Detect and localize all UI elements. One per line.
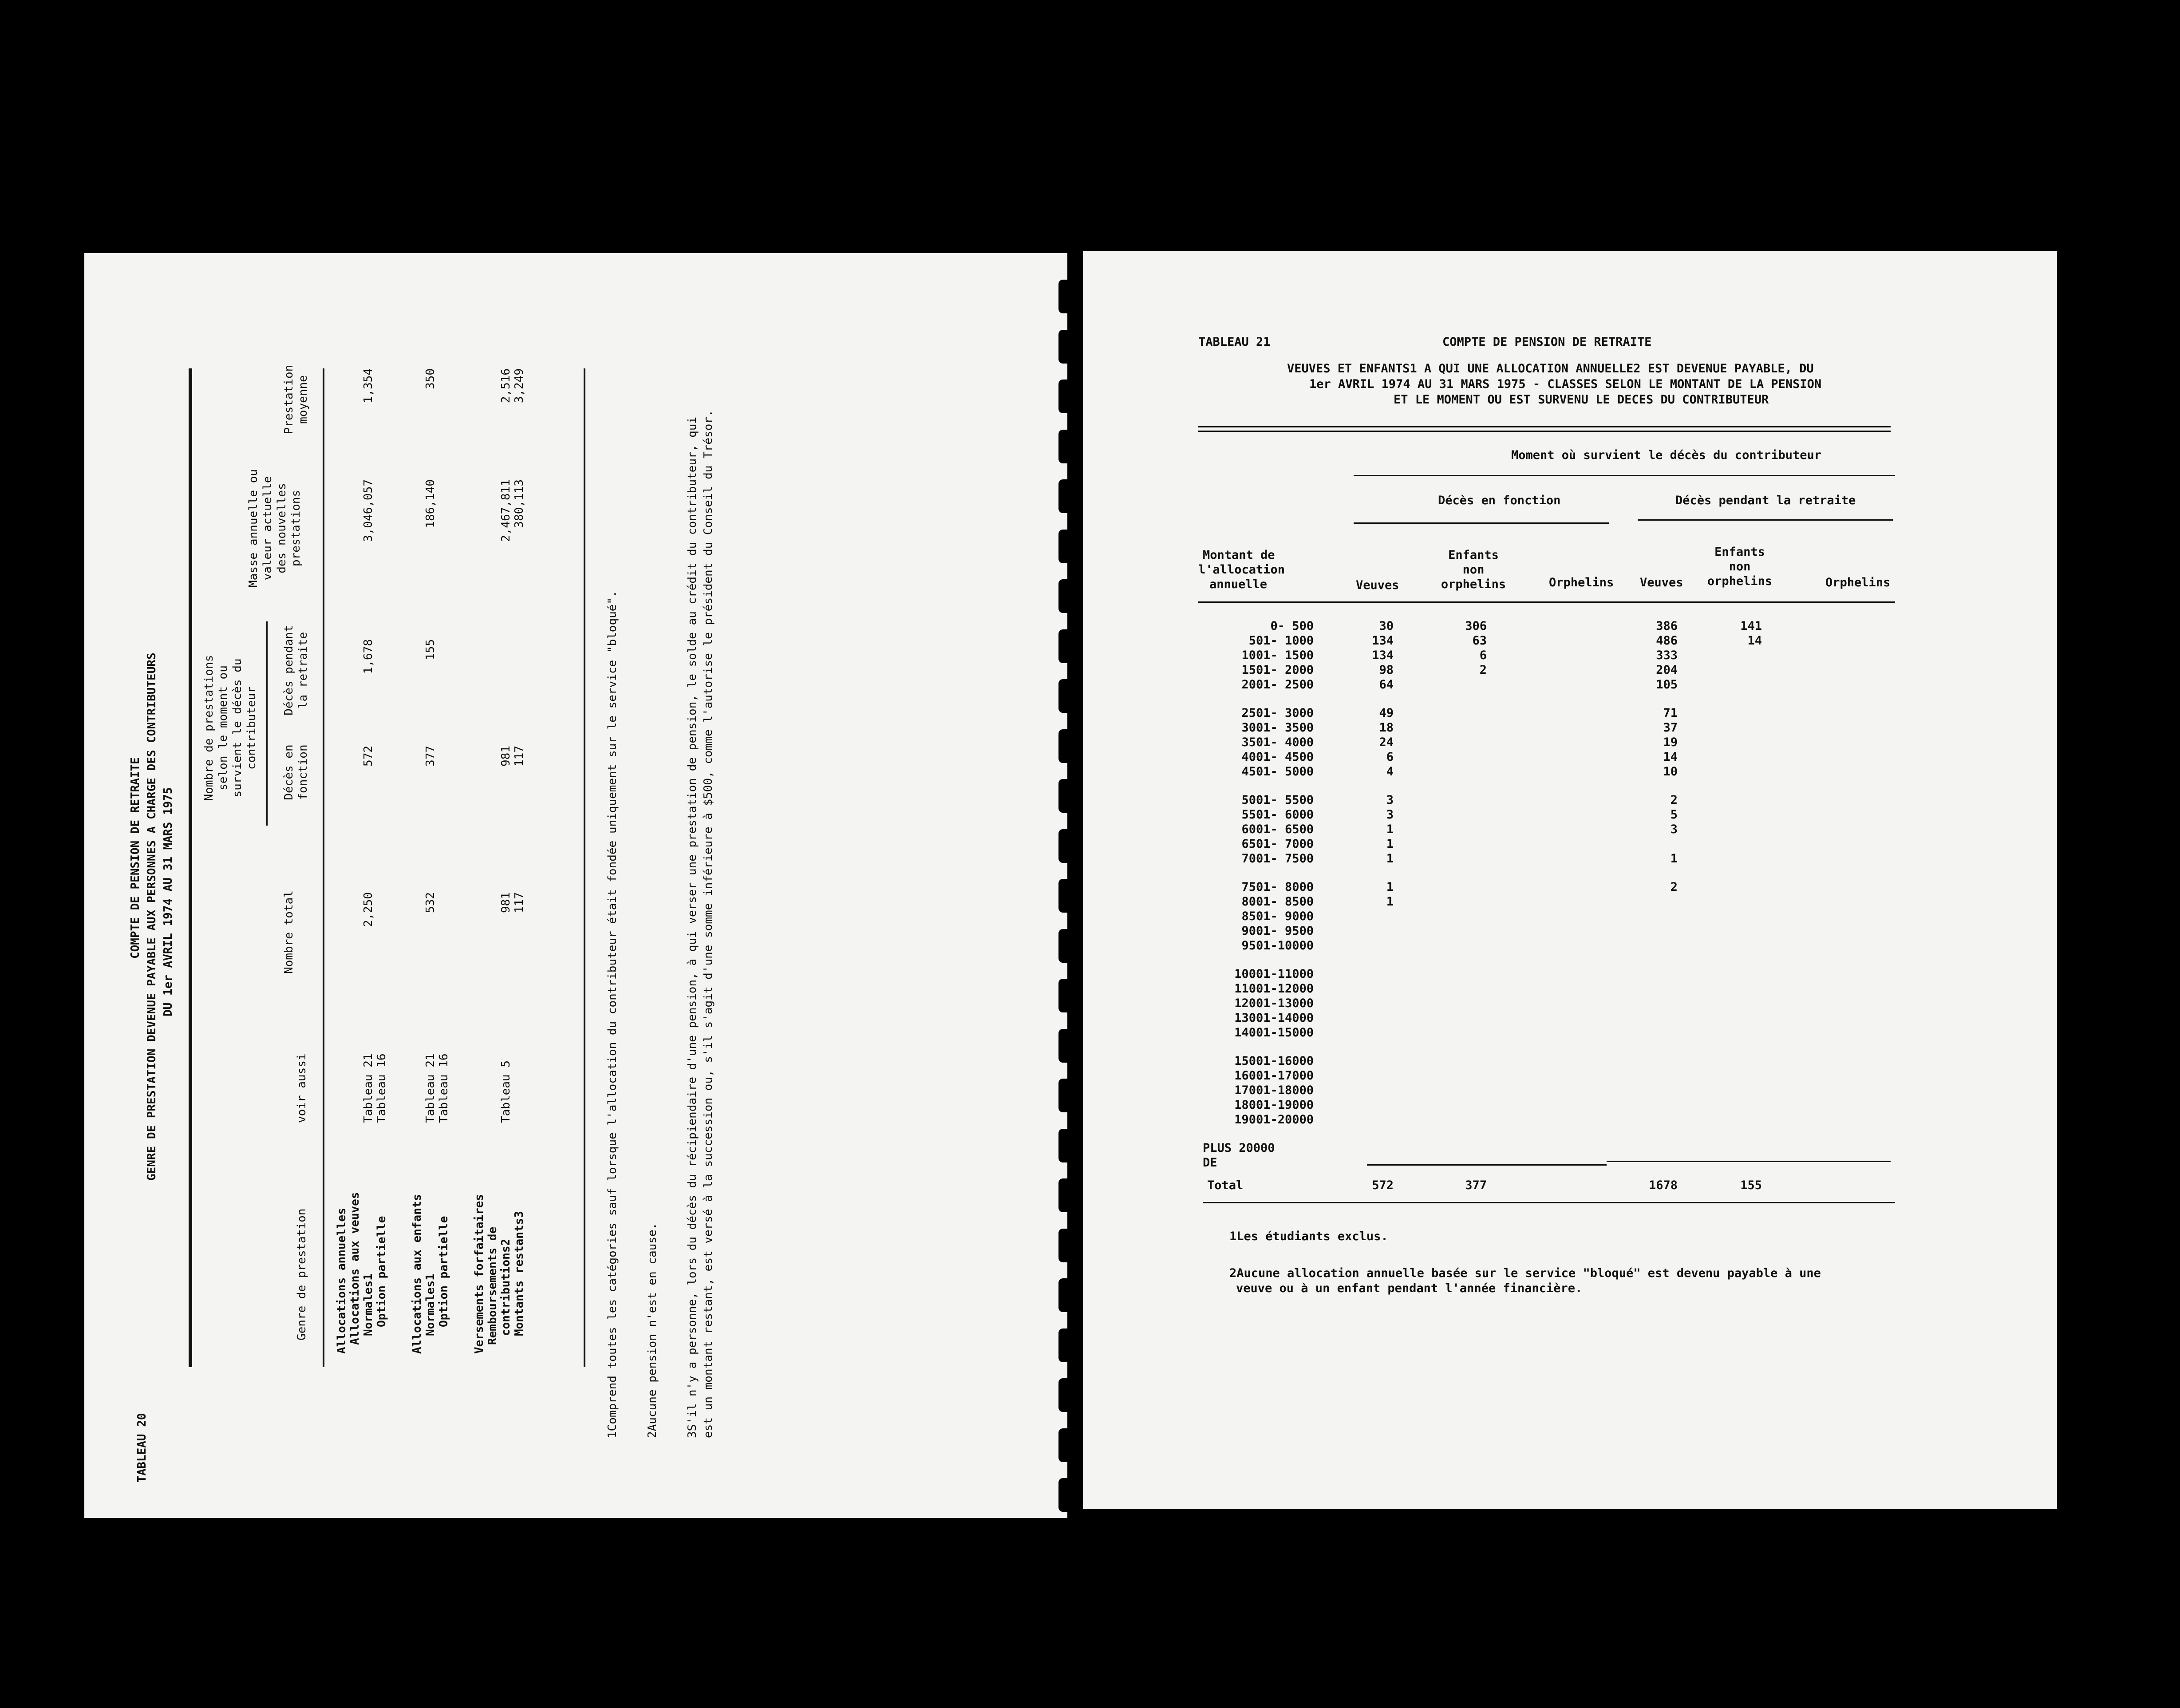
cell-montant: 15001-16000 [1234, 1054, 1314, 1068]
cell-veuves-fonction: 30 [1379, 619, 1394, 633]
cell-veuves-fonction: 3 [1386, 793, 1394, 807]
cell-montant: 17001-18000 [1234, 1083, 1314, 1097]
moment-rule [1354, 475, 1895, 476]
binding-hole [1058, 629, 1076, 663]
cell-veuves-fonction: 6 [1386, 750, 1394, 764]
cell-voir: Tableau 21 [362, 1053, 375, 1123]
cell-montant: 1501- 2000 [1241, 663, 1314, 677]
col-enfants-fonction-2: non [1462, 563, 1485, 577]
top-rule [189, 368, 192, 1367]
row-label: Allocations annuelles [335, 1208, 348, 1354]
cell-montant: 1001- 1500 [1241, 648, 1314, 662]
binding-hole [1058, 679, 1076, 713]
cell-montant: 16001-17000 [1234, 1069, 1314, 1083]
cell-veuves-retraite: 386 [1656, 619, 1678, 633]
cell-enfants-retraite: 14 [1747, 634, 1762, 648]
cell-veuves-retraite: 71 [1663, 706, 1678, 720]
cell-moyenne: 1,354 [362, 368, 375, 403]
binding-hole [1058, 1229, 1076, 1262]
cell-veuves-fonction: 49 [1379, 706, 1394, 720]
cell-montant: 5501- 6000 [1241, 808, 1314, 822]
col-enfants-fonction-3: orphelins [1441, 577, 1506, 591]
group-rule [266, 621, 268, 826]
binding-hole [1058, 729, 1076, 763]
cell-veuves-fonction: 98 [1379, 663, 1394, 677]
cell-montant: 18001-19000 [1234, 1098, 1314, 1112]
binding-hole [1058, 1428, 1076, 1462]
footnote-3b: est un montant restant, est versé à la succession ou, s'il s'agit d'une somme inférieure à $500, comme l'autorise le président du Conseil du Trésor. [702, 410, 715, 1438]
tableau-21-subtitle-2: 1er AVRIL 1974 AU 31 MARS 1975 - CLASSES SELON LE MONTANT DE LA PENSION [1309, 377, 1822, 391]
cell-montant: 3501- 4000 [1241, 735, 1314, 749]
cell-montant: 2501- 3000 [1241, 706, 1314, 720]
cell-veuves-retraite: 204 [1656, 663, 1678, 677]
cell-veuves-retraite: 333 [1656, 648, 1678, 662]
header-voir: voir aussi [295, 1053, 308, 1123]
top-rule-2 [1198, 431, 1891, 432]
binding-hole [1058, 1378, 1076, 1412]
cell-montant: 7001- 7500 [1241, 852, 1314, 866]
row-label: Option partielle [375, 1216, 388, 1327]
tableau-21-title: COMPTE DE PENSION DE RETRAITE [1442, 335, 1652, 349]
cell-veuves-fonction: 3 [1386, 808, 1394, 822]
tableau-20-title: COMPTE DE PENSION DE RETRAITE [129, 757, 142, 959]
cell-veuves-retraite: 14 [1663, 750, 1678, 764]
header-nombre-group: Nombre de prestations selon le moment ou survient le décès du contributeur [202, 655, 258, 801]
cell-montant: 0- 500 [1270, 619, 1314, 633]
row-label: Normales1 [362, 1273, 375, 1336]
col-orphelins-fonction: Orphelins [1549, 576, 1614, 589]
binding-hole [1058, 1029, 1076, 1063]
cell-voir: Tableau 5 [499, 1060, 513, 1123]
cell-veuves-fonction: 1 [1386, 837, 1394, 851]
cell-fonction: 377 [424, 746, 437, 767]
total-enfants-retraite: 155 [1740, 1178, 1762, 1192]
cell-montant: 501- 1000 [1248, 634, 1314, 648]
right-page [1083, 251, 2057, 1509]
binding-hole [1058, 779, 1076, 813]
cell-masse: 380,113 [513, 479, 526, 528]
cell-montant: DE [1203, 1156, 1217, 1170]
cell-veuves-fonction: 1 [1386, 852, 1394, 866]
cell-montant: 13001-14000 [1234, 1011, 1314, 1025]
cell-voir: Tableau 21 [424, 1053, 437, 1123]
cell-total: 117 [513, 892, 526, 913]
cell-montant: 6001- 6500 [1241, 822, 1314, 836]
cell-veuves-retraite: 1 [1670, 852, 1678, 866]
col-enfants-retraite-3: orphelins [1707, 574, 1773, 588]
binding-hole [1058, 430, 1076, 463]
header-moyenne: Prestation moyenne [282, 364, 310, 435]
cell-veuves-fonction: 24 [1379, 735, 1394, 749]
montant-header-2: l'allocation [1198, 563, 1285, 577]
bottom-rule [1203, 1202, 1895, 1203]
binding-hole [1058, 1328, 1076, 1362]
cell-veuves-retraite: 37 [1663, 721, 1678, 735]
cell-montant: 9501-10000 [1241, 939, 1314, 953]
cell-veuves-fonction: 4 [1386, 765, 1394, 779]
cell-montant: 12001-13000 [1234, 996, 1314, 1010]
cell-fonction: 981 [499, 746, 513, 767]
cell-veuves-fonction: 64 [1379, 678, 1394, 692]
binding-hole [1058, 1478, 1076, 1512]
cell-montant: 4001- 4500 [1241, 750, 1314, 764]
cell-montant: 3001- 3500 [1241, 721, 1314, 735]
binding-hole [1058, 879, 1076, 913]
deces-fonction-header: Décès en fonction [1438, 494, 1561, 507]
top-rule-1 [1198, 426, 1891, 427]
montant-header-1: Montant de [1203, 548, 1275, 562]
header-deces-retraite: Décès pendant la retraite [282, 625, 310, 716]
cell-masse: 186,140 [424, 479, 437, 528]
cell-veuves-fonction: 1 [1386, 822, 1394, 836]
total-veuves-retraite: 1678 [1648, 1178, 1678, 1192]
row-label: Montants restants3 [513, 1211, 526, 1336]
cell-enfants-fonction: 63 [1472, 634, 1487, 648]
binding-hole [1058, 579, 1076, 613]
cell-fonction: 572 [362, 746, 375, 767]
col-enfants-retraite-2: non [1729, 560, 1751, 573]
header-deces-fonction: Décès en fonction [282, 744, 310, 800]
cell-veuves-fonction: 134 [1372, 634, 1394, 648]
cell-veuves-retraite: 2 [1670, 793, 1678, 807]
deces-retraite-header: Décès pendant la retraite [1675, 494, 1856, 507]
tableau-21-subtitle-3: ET LE MOMENT OU EST SURVENU LE DECES DU CONTRIBUTEUR [1394, 393, 1769, 407]
cell-total: 981 [499, 892, 513, 913]
cell-montant: 7501- 8000 [1241, 880, 1314, 894]
cell-montant: 8501- 9000 [1241, 909, 1314, 923]
row-label: Option partielle [437, 1216, 450, 1327]
cell-enfants-fonction: 306 [1465, 619, 1487, 633]
cell-enfants-fonction: 2 [1479, 663, 1487, 677]
binding-hole [1058, 829, 1076, 863]
cell-veuves-retraite: 10 [1663, 765, 1678, 779]
binding-hole [1058, 1278, 1076, 1312]
cell-montant: 10001-11000 [1234, 967, 1314, 981]
binding-hole [1058, 929, 1076, 963]
row-label: Allocations aux veuves [348, 1192, 362, 1345]
cell-veuves-fonction: 18 [1379, 721, 1394, 735]
binding-hole [1058, 1079, 1076, 1112]
header-rule [1198, 601, 1895, 603]
cell-montant: 6501- 7000 [1241, 837, 1314, 851]
cell-masse: 2,467,811 [499, 479, 513, 542]
cell-enfants-retraite: 141 [1740, 619, 1762, 633]
total-veuves-fonction: 572 [1372, 1178, 1394, 1192]
cell-total: 532 [424, 892, 437, 913]
total-montant: Total [1207, 1178, 1244, 1192]
binding-hole [1058, 1178, 1076, 1212]
total-enfants-fonction: 377 [1465, 1178, 1487, 1192]
binding-hole [1058, 479, 1076, 513]
footnote-3a: 3S'il n'y a personne, lors du décès du récipiendaire d'une pension, à qui verser une prestation de pension, le solde au crédit du contributeur, qui [686, 416, 699, 1438]
cell-veuves-retraite: 19 [1663, 735, 1678, 749]
cell-montant: PLUS 20000 [1203, 1141, 1275, 1155]
tableau-21-label: TABLEAU 21 [1198, 335, 1271, 349]
cell-montant: 5001- 5500 [1241, 793, 1314, 807]
header-genre: Genre de prestation [295, 1208, 308, 1340]
row-label: Normales1 [424, 1273, 437, 1336]
col-enfants-fonction-1: Enfants [1448, 548, 1499, 562]
binding-hole [1058, 979, 1076, 1012]
cell-montant: 4501- 5000 [1241, 765, 1314, 779]
cell-moyenne: 3,249 [513, 368, 526, 403]
montant-header-3: annuelle [1209, 577, 1268, 591]
binding-hole [1058, 530, 1076, 563]
total-rule-fonction [1367, 1164, 1607, 1166]
cell-montant: 9001- 9500 [1241, 924, 1314, 938]
header-nombre-total: Nombre total [282, 890, 296, 974]
col-enfants-retraite-1: Enfants [1714, 545, 1765, 559]
binding-hole [1058, 330, 1076, 364]
cell-enfants-fonction: 6 [1479, 648, 1487, 662]
tableau-20-label: TABLEAU 20 [135, 1413, 149, 1483]
binding-hole [1058, 280, 1076, 313]
col-veuves-fonction: Veuves [1356, 578, 1399, 592]
cell-veuves-fonction: 1 [1386, 880, 1394, 894]
footnote-1: 1Comprend toutes les catégories sauf lorsque l'allocation du contributeur était fondée uniquement sur le service "bloqué". [606, 590, 619, 1438]
total-rule-retraite [1607, 1161, 1891, 1162]
tableau-20-subtitle: GENRE DE PRESTATION DEVENUE PAYABLE AUX PERSONNES A CHARGE DES CONTRIBUTEURS [145, 652, 158, 1181]
cell-voir: Tableau 16 [437, 1053, 450, 1123]
bottom-rule [584, 368, 585, 1367]
footnote-1: 1Les étudiants exclus. [1229, 1230, 1388, 1243]
row-label: Allocations aux enfants [411, 1194, 424, 1354]
footnote-2b: veuve ou à un enfant pendant l'année financière. [1236, 1281, 1583, 1295]
binding-hole [1058, 1129, 1076, 1162]
retraite-rule [1638, 519, 1893, 521]
cell-retraite: 1,678 [362, 639, 375, 674]
cell-voir: Tableau 16 [375, 1053, 388, 1123]
cell-veuves-retraite: 5 [1670, 808, 1678, 822]
left-page [84, 253, 1067, 1518]
cell-moyenne: 350 [424, 368, 437, 389]
tableau-20 [118, 302, 939, 1500]
footnote-2: 2Aucune pension n'est en cause. [646, 1222, 659, 1438]
cell-masse: 3,046,057 [362, 479, 375, 542]
cell-total: 2,250 [362, 892, 375, 927]
cell-montant: 19001-20000 [1234, 1113, 1314, 1127]
cell-veuves-retraite: 3 [1670, 822, 1678, 836]
tableau-20-period: DU 1er AVRIL 1974 AU 31 MARS 1975 [162, 787, 175, 1016]
row-label: Remboursements de [486, 1226, 499, 1345]
col-veuves-retraite: Veuves [1640, 576, 1683, 589]
cell-moyenne: 2,516 [499, 368, 513, 403]
row-label: contributions2 [499, 1238, 513, 1336]
cell-veuves-retraite: 2 [1670, 880, 1678, 894]
cell-montant: 14001-15000 [1234, 1026, 1314, 1040]
cell-fonction: 117 [513, 746, 526, 767]
cell-veuves-fonction: 1 [1386, 895, 1394, 909]
footnote-2a: 2Aucune allocation annuelle basée sur le service "bloqué" est devenu payable à une [1229, 1266, 1821, 1280]
binding-hole [1058, 380, 1076, 413]
col-orphelins-retraite: Orphelins [1825, 576, 1891, 589]
cell-veuves-fonction: 134 [1372, 648, 1394, 662]
cell-veuves-retraite: 486 [1656, 634, 1678, 648]
moment-header: Moment où survient le décès du contributeur [1511, 448, 1821, 462]
header-masse: Masse annuelle ou valeur actuelle des nouvelles prestations [247, 469, 303, 588]
cell-montant: 2001- 2500 [1241, 678, 1314, 692]
cell-veuves-retraite: 105 [1656, 678, 1678, 692]
cell-montant: 8001- 8500 [1241, 895, 1314, 909]
header-rule [323, 368, 324, 1367]
tableau-21-subtitle-1: VEUVES ET ENFANTS1 A QUI UNE ALLOCATION ANNUELLE2 EST DEVENUE PAYABLE, DU [1287, 362, 1814, 376]
cell-retraite: 155 [424, 639, 437, 660]
row-label: Versements forfaitaires [473, 1194, 486, 1354]
cell-montant: 11001-12000 [1234, 982, 1314, 996]
fonction-rule [1354, 522, 1609, 524]
